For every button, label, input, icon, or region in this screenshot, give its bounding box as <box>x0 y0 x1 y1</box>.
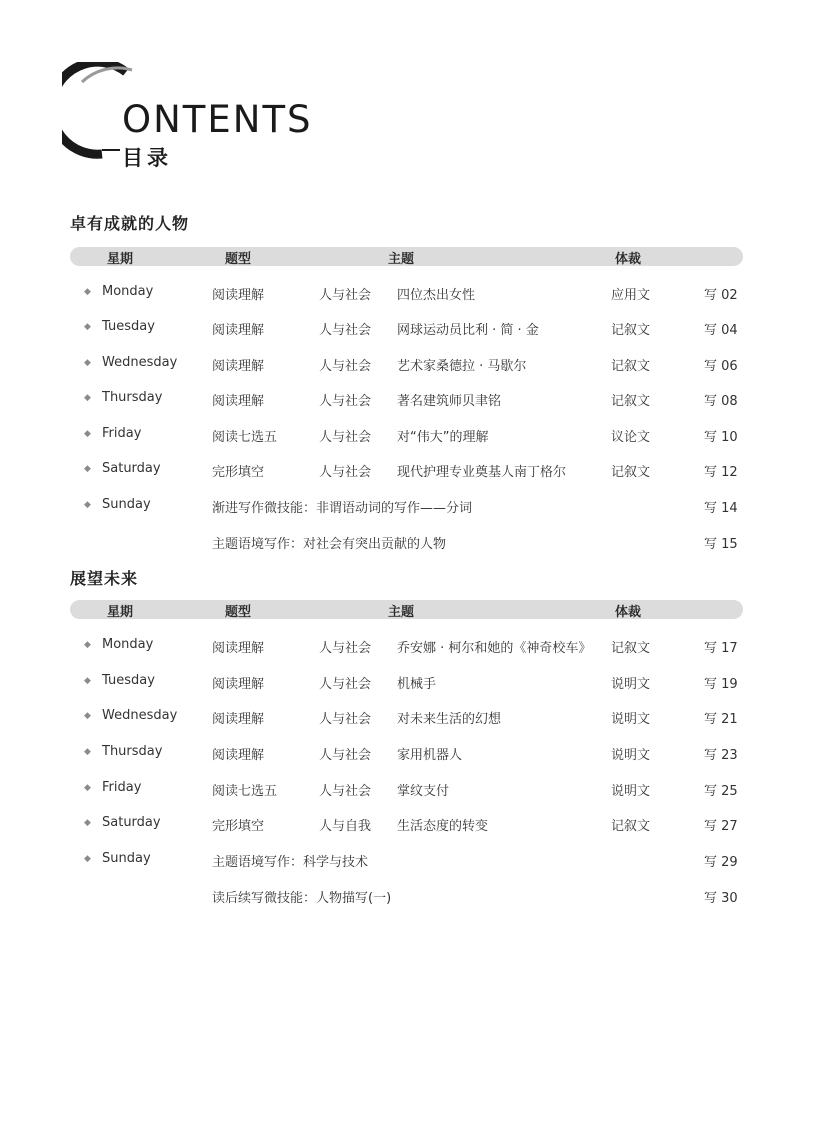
row-theme: 生活态度的转变 <box>397 819 489 834</box>
table-row[interactable] <box>70 319 750 339</box>
diamond-bullet-icon: ◆ <box>84 818 91 828</box>
row-page: 写 29 <box>704 855 738 870</box>
row-page: 写 15 <box>704 537 738 552</box>
row-genre: 议论文 <box>611 430 651 445</box>
diamond-bullet-icon: ◆ <box>84 322 91 332</box>
row-type: 阅读七选五 <box>212 784 278 799</box>
row-page: 写 30 <box>704 891 738 906</box>
diamond-bullet-icon: ◆ <box>84 500 91 510</box>
table-row[interactable] <box>70 390 750 410</box>
row-page: 写 12 <box>704 465 738 480</box>
row-genre: 说明文 <box>611 748 651 763</box>
table-row[interactable] <box>70 533 750 553</box>
table-row[interactable] <box>70 284 750 304</box>
table-row[interactable] <box>70 887 750 907</box>
header-theme: 主题 <box>388 605 415 620</box>
diamond-bullet-icon: ◆ <box>84 393 91 403</box>
diamond-bullet-icon: ◆ <box>84 287 91 297</box>
row-category: 人与社会 <box>319 784 372 799</box>
table-row[interactable] <box>70 744 750 764</box>
row-writing-topic: 读后续写微技能：人物描写(一) <box>212 891 392 906</box>
row-category: 人与社会 <box>319 359 372 374</box>
row-writing-topic: 渐进写作微技能：非谓语动词的写作——分词 <box>212 501 473 516</box>
table-header <box>70 600 743 619</box>
row-genre: 说明文 <box>611 677 651 692</box>
row-theme: 乔安娜 · 柯尔和她的《神奇校车》 <box>397 641 592 656</box>
row-theme: 现代护理专业奠基人南丁格尔 <box>397 465 567 480</box>
contents-logo <box>62 62 322 172</box>
row-genre: 记叙文 <box>611 819 651 834</box>
row-day: Saturday <box>102 815 161 830</box>
row-genre: 记叙文 <box>611 465 651 480</box>
row-genre: 记叙文 <box>611 359 651 374</box>
row-day: Friday <box>102 780 142 795</box>
table-row[interactable] <box>70 780 750 800</box>
row-day: Wednesday <box>102 355 178 370</box>
row-category: 人与社会 <box>319 288 372 303</box>
row-genre: 应用文 <box>611 288 651 303</box>
row-type: 完形填空 <box>212 465 265 480</box>
row-day: Wednesday <box>102 708 178 723</box>
diamond-bullet-icon: ◆ <box>84 358 91 368</box>
row-theme: 著名建筑师贝聿铭 <box>397 394 502 409</box>
row-theme: 对未来生活的幻想 <box>397 712 502 727</box>
header-day: 星期 <box>107 252 134 267</box>
row-genre: 记叙文 <box>611 641 651 656</box>
row-type: 阅读理解 <box>212 641 265 656</box>
header-type: 题型 <box>225 605 252 620</box>
row-category: 人与社会 <box>319 748 372 763</box>
row-day: Monday <box>102 284 154 299</box>
row-type: 阅读理解 <box>212 712 265 727</box>
row-day: Monday <box>102 637 154 652</box>
row-day: Thursday <box>102 390 163 405</box>
row-type: 阅读理解 <box>212 748 265 763</box>
row-page: 写 17 <box>704 641 738 656</box>
diamond-bullet-icon: ◆ <box>84 429 91 439</box>
row-page: 写 02 <box>704 288 738 303</box>
row-category: 人与社会 <box>319 394 372 409</box>
row-genre: 说明文 <box>611 784 651 799</box>
table-row[interactable] <box>70 461 750 481</box>
diamond-bullet-icon: ◆ <box>84 711 91 721</box>
row-category: 人与社会 <box>319 677 372 692</box>
row-theme: 家用机器人 <box>397 748 463 763</box>
table-header <box>70 247 743 266</box>
table-row[interactable] <box>70 708 750 728</box>
row-page: 写 06 <box>704 359 738 374</box>
row-page: 写 04 <box>704 323 738 338</box>
table-row[interactable] <box>70 851 750 871</box>
row-type: 阅读理解 <box>212 394 265 409</box>
diamond-bullet-icon: ◆ <box>84 676 91 686</box>
table-row[interactable] <box>70 815 750 835</box>
row-theme: 掌纹支付 <box>397 784 450 799</box>
row-genre: 记叙文 <box>611 394 651 409</box>
row-genre: 记叙文 <box>611 323 651 338</box>
row-type: 阅读理解 <box>212 677 265 692</box>
row-page: 写 10 <box>704 430 738 445</box>
table-row[interactable] <box>70 497 750 517</box>
row-writing-topic: 主题语境写作：科学与技术 <box>212 855 369 870</box>
table-row[interactable] <box>70 673 750 693</box>
row-page: 写 25 <box>704 784 738 799</box>
row-day: Sunday <box>102 851 151 866</box>
diamond-bullet-icon: ◆ <box>84 640 91 650</box>
header-type: 题型 <box>225 252 252 267</box>
row-day: Sunday <box>102 497 151 512</box>
header-genre: 体裁 <box>615 252 642 267</box>
row-genre: 说明文 <box>611 712 651 727</box>
header-theme: 主题 <box>388 252 415 267</box>
row-type: 阅读理解 <box>212 288 265 303</box>
diamond-bullet-icon: ◆ <box>84 464 91 474</box>
row-theme: 对“伟大”的理解 <box>397 430 489 445</box>
diamond-bullet-icon: ◆ <box>84 747 91 757</box>
row-day: Friday <box>102 426 142 441</box>
row-day: Tuesday <box>102 319 155 334</box>
row-category: 人与社会 <box>319 430 372 445</box>
row-page: 写 14 <box>704 501 738 516</box>
row-type: 阅读理解 <box>212 323 265 338</box>
row-theme: 艺术家桑德拉 · 马歇尔 <box>397 359 527 374</box>
row-category: 人与社会 <box>319 323 372 338</box>
row-page: 写 19 <box>704 677 738 692</box>
table-row[interactable] <box>70 426 750 446</box>
header-genre: 体裁 <box>615 605 642 620</box>
row-category: 人与社会 <box>319 712 372 727</box>
table-row[interactable] <box>70 355 750 375</box>
row-page: 写 23 <box>704 748 738 763</box>
row-category: 人与自我 <box>319 819 372 834</box>
row-page: 写 27 <box>704 819 738 834</box>
row-writing-topic: 主题语境写作：对社会有突出贡献的人物 <box>212 537 447 552</box>
row-day: Thursday <box>102 744 163 759</box>
row-day: Tuesday <box>102 673 155 688</box>
row-category: 人与社会 <box>319 641 372 656</box>
row-type: 阅读七选五 <box>212 430 278 445</box>
section-title: 卓有成就的人物 <box>70 214 190 233</box>
diamond-bullet-icon: ◆ <box>84 783 91 793</box>
row-theme: 四位杰出女性 <box>397 288 476 303</box>
row-page: 写 21 <box>704 712 738 727</box>
logo-subtitle: 目录 <box>122 146 172 170</box>
row-theme: 机械手 <box>397 677 437 692</box>
row-type: 完形填空 <box>212 819 265 834</box>
logo-title: ONTENTS <box>122 98 313 141</box>
diamond-bullet-icon: ◆ <box>84 854 91 864</box>
table-row[interactable] <box>70 637 750 657</box>
row-theme: 网球运动员比利 · 简 · 金 <box>397 323 539 338</box>
row-type: 阅读理解 <box>212 359 265 374</box>
row-page: 写 08 <box>704 394 738 409</box>
row-category: 人与社会 <box>319 465 372 480</box>
row-day: Saturday <box>102 461 161 476</box>
section-title: 展望未来 <box>70 569 139 588</box>
header-day: 星期 <box>107 605 134 620</box>
